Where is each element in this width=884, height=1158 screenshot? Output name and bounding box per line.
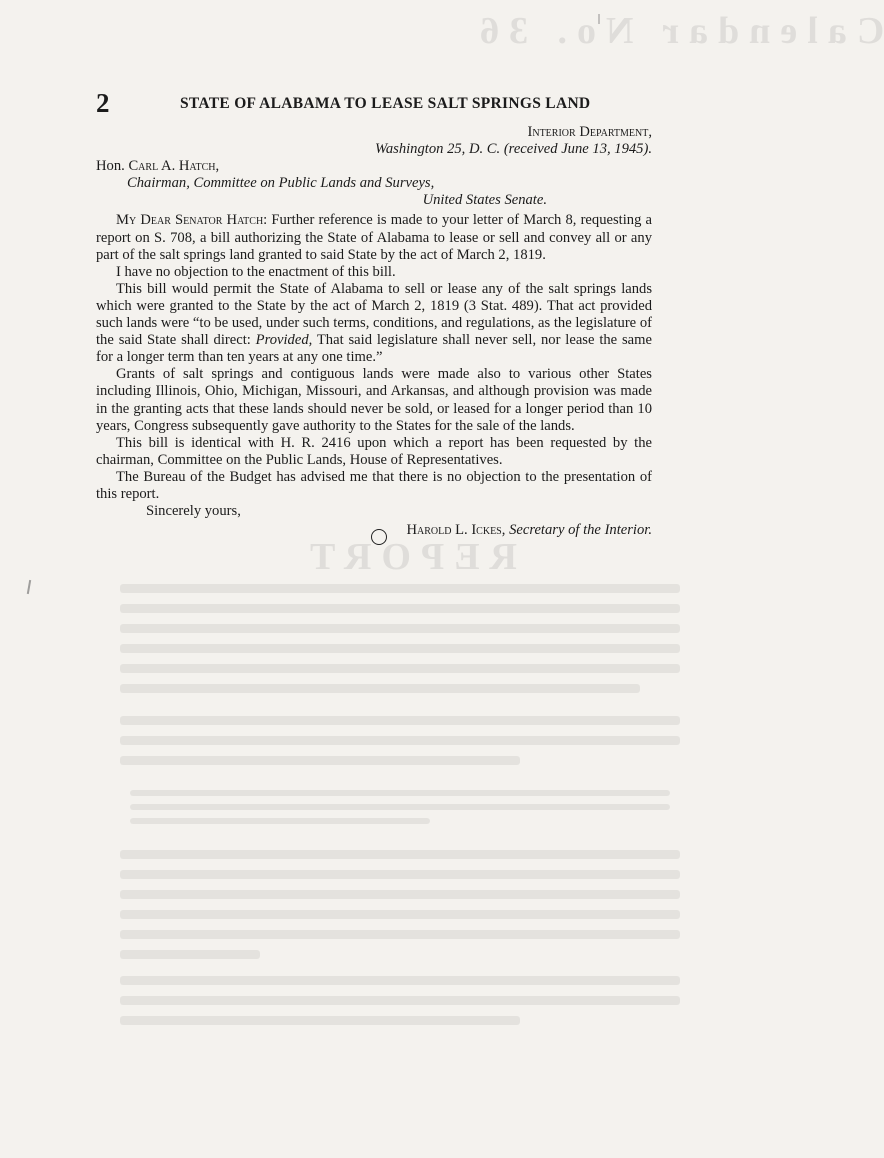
closing: Sincerely yours, — [146, 503, 241, 520]
letter-paragraph — [96, 281, 652, 366]
bleed-through-line — [120, 584, 680, 593]
bleed-through-line — [120, 624, 680, 633]
bleed-through-line — [130, 790, 670, 796]
bleed-through-line — [120, 736, 680, 745]
letter-paragraph: This bill is identical with H. R. 2416 upon which a report has been requested by the chairman, Committee on the Public Lands, House of Representatives. — [96, 434, 652, 468]
margin-mark — [27, 580, 31, 594]
bleed-through-line — [120, 950, 260, 959]
proviso-italic: Provided, — [255, 332, 313, 349]
letter-paragraph — [96, 212, 652, 263]
page-number: 2 — [96, 88, 110, 118]
bleed-through-line — [130, 804, 670, 810]
bleed-through-line — [120, 1016, 520, 1025]
salutation: My Dear Senator Hatch: — [116, 212, 268, 229]
letter-department: Interior Department, — [527, 124, 652, 140]
running-head: STATE OF ALABAMA TO LEASE SALT SPRINGS LAND — [180, 95, 591, 112]
bleed-through-header: Calendar No. 36 — [470, 10, 884, 52]
bleed-through-line — [120, 890, 680, 899]
bleed-through-report-heading: REPORT — [300, 536, 518, 578]
margin-mark — [598, 14, 600, 24]
addressee-name: Carl A. Hatch, — [128, 158, 220, 175]
bleed-through-line — [120, 756, 520, 765]
bleed-through-line — [120, 930, 680, 939]
signer-title: Secretary of the Interior. — [509, 522, 652, 539]
letter — [96, 124, 652, 539]
bleed-through-line — [120, 716, 680, 725]
bleed-through-line — [120, 604, 680, 613]
bleed-through-line — [120, 684, 640, 693]
bleed-through-line — [120, 664, 680, 673]
addressee-line — [96, 158, 652, 175]
addressee-body: United States Senate. — [422, 192, 547, 209]
signer-name: Harold L. Ickes, — [406, 522, 506, 539]
paragraph-text: That said legislature shall never sell, nor lease the same for a longer term than ten years at any one time.” — [96, 332, 652, 366]
bleed-through-line — [120, 910, 680, 919]
addressee-title: Chairman, Committee on Public Lands and Surveys, — [127, 175, 435, 192]
bleed-through-line — [120, 996, 680, 1005]
bleed-through-line — [120, 870, 680, 879]
bleed-through-line — [120, 644, 680, 653]
bleed-through-line — [130, 818, 430, 824]
paragraph-text: This bill would permit the State of Alabama to sell or lease any of the salt springs lands which were granted to the State by the act of March 2, 1819 (3 Stat. 489). That act provided such lands were “to be used, under such terms, conditions, and regulations, as the legislature of the said State shall direct: — [96, 280, 652, 349]
paragraph-text: Further reference is made to your letter of March 8, requesting a report on S. 708, a bill authorizing the State of Alabama to lease or sell and convey all or any part of the salt springs land granted to said State by the act of March 2, 1819. — [96, 212, 652, 263]
addressee-prefix: Hon. — [96, 158, 125, 175]
bleed-through-line — [120, 850, 680, 859]
circle-mark — [371, 529, 387, 545]
letter-paragraph: The Bureau of the Budget has advised me that there is no objection to the presentation of this report. — [96, 468, 652, 502]
letter-paragraph: Grants of salt springs and contiguous lands were made also to various other States including Illinois, Ohio, Michigan, Missouri, and Arkansas, and although provision was made in the granting acts that these lands should never be sold, or leased for a longer period than 10 years, Congress subsequently gave authority to the States for the sale of the lands. — [96, 366, 652, 434]
bleed-through-line — [120, 976, 680, 985]
letter-place-date: Washington 25, D. C. (received June 13, 1945). — [375, 141, 652, 158]
letter-paragraph: I have no objection to the enactment of this bill. — [116, 263, 396, 280]
